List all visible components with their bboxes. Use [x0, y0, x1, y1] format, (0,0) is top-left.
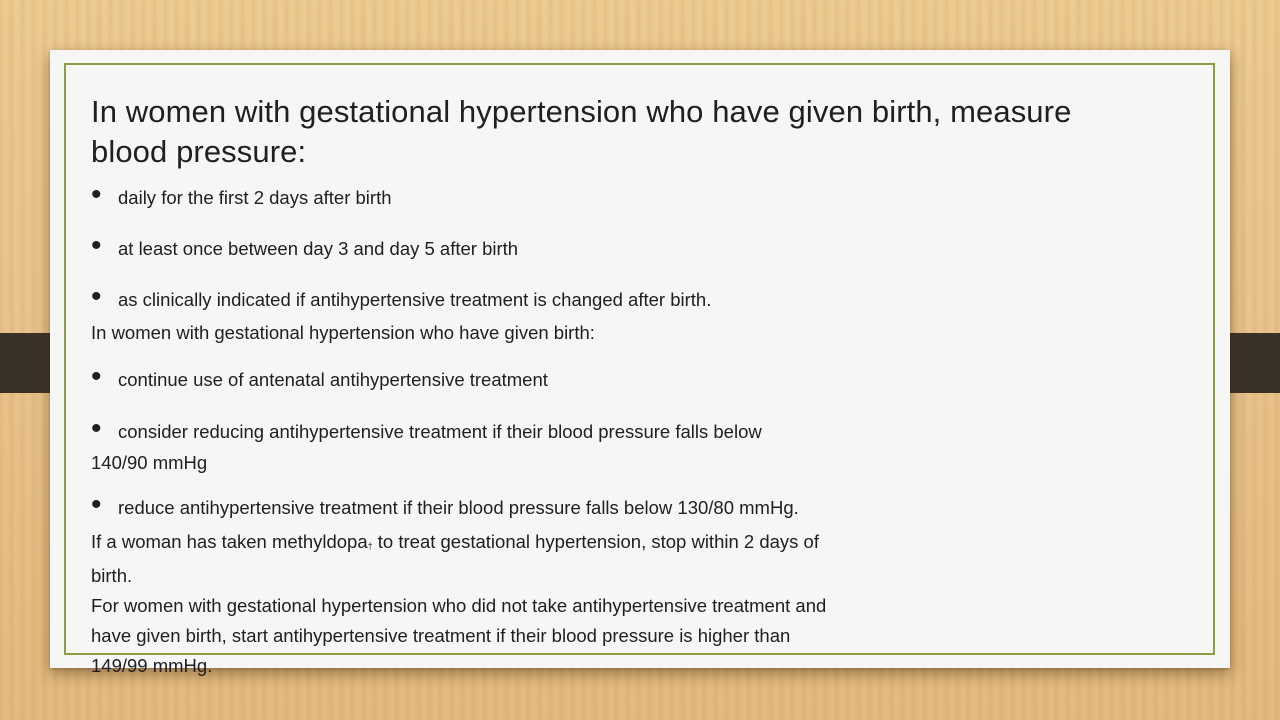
bullet-text: as clinically indicated if antihypertensive treatment is changed after birth. [118, 289, 712, 310]
slide-content [91, 92, 1141, 681]
bullet-icon: • [91, 280, 102, 313]
methyldopa-text-cont: to treat gestational hypertension, stop within 2 days of [372, 531, 819, 552]
final-line-2: have given birth, start antihypertensive treatment if their blood pressure is higher than [91, 625, 791, 646]
bullet-icon: • [91, 360, 102, 393]
list-item [91, 178, 1141, 211]
bullet-icon: • [91, 488, 102, 521]
bullet-text: at least once between day 3 and day 5 after birth [118, 238, 519, 259]
bullet-continuation: 140/90 mmHg [91, 452, 208, 473]
bullet-icon: • [91, 412, 102, 445]
list-item [91, 280, 1141, 313]
list-item [91, 412, 1141, 445]
final-line-3: 149/99 mmHg. [91, 655, 213, 676]
bullet-text: reduce antihypertensive treatment if their blood pressure falls below 130/80 mmHg. [118, 497, 799, 518]
methyldopa-line-2: birth. [91, 565, 133, 586]
bullet-text: daily for the first 2 days after birth [118, 187, 392, 208]
dagger-mark: † [367, 541, 373, 551]
methyldopa-paragraph [91, 527, 1141, 591]
list-item [91, 229, 1141, 262]
bullet-icon: • [91, 229, 102, 262]
slide-title: In women with gestational hypertension who have given birth, measure blood pressure: [91, 94, 1072, 169]
bullet-text: consider reducing antihypertensive treatment if their blood pressure falls below [118, 421, 762, 442]
methyldopa-text: If a woman has taken methyldopa [91, 531, 368, 552]
list-item [91, 488, 1141, 521]
list-item [91, 360, 1141, 393]
section-intro: In women with gestational hypertension who have given birth: [91, 322, 595, 343]
final-line-1: For women with gestational hypertension who did not take antihypertensive treatment and [91, 595, 827, 616]
final-paragraph [91, 591, 1141, 681]
bullet-icon: • [91, 178, 102, 211]
methyldopa-line-1 [91, 527, 1141, 561]
bullet-text: continue use of antenatal antihypertensive treatment [118, 369, 548, 390]
